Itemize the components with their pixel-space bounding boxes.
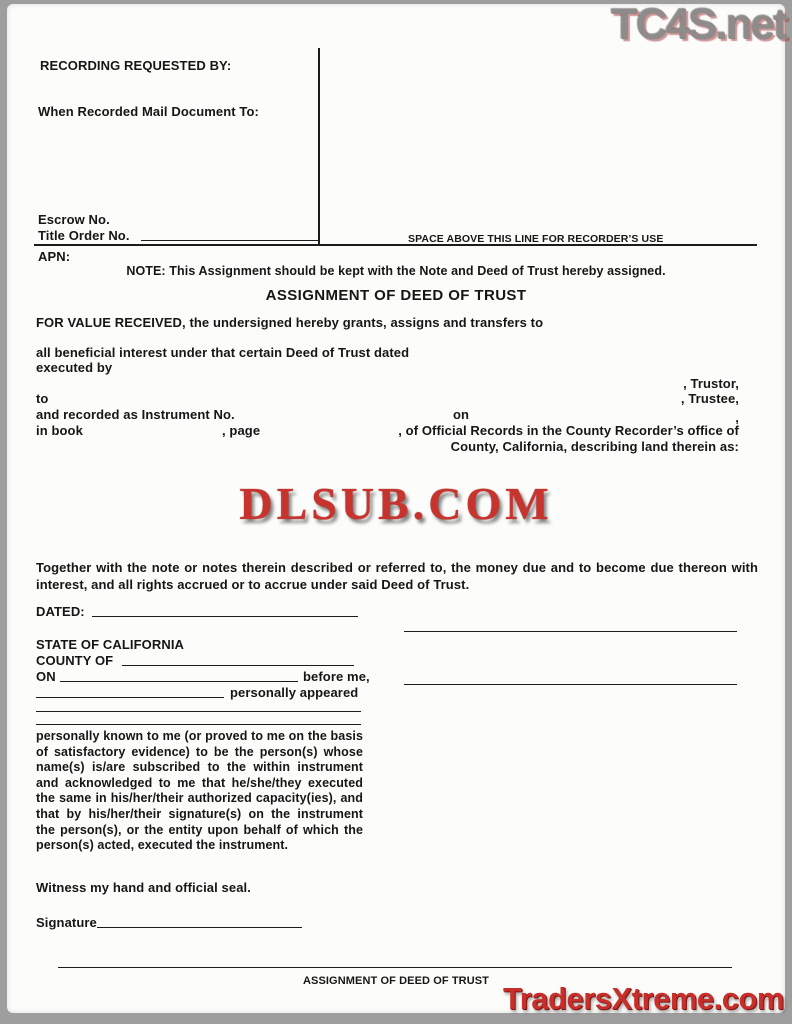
on-label: on <box>453 407 470 422</box>
document-title: ASSIGNMENT OF DEED OF TRUST <box>265 287 527 304</box>
trustor-label: , Trustor, <box>683 376 739 391</box>
trustee-label: , Trustee, <box>680 391 739 406</box>
title-order-no-label: Title Order No. <box>38 228 130 243</box>
acknowledgment-separator-line <box>36 724 361 725</box>
recorder-divider-horizontal-line <box>34 244 757 246</box>
in-book-label: in book <box>36 423 83 438</box>
to-label: to <box>36 391 49 406</box>
tc4s-watermark: TC4S.net <box>611 0 786 49</box>
recorders-use-caption: SPACE ABOVE THIS LINE FOR RECORDER’S USE <box>408 233 664 245</box>
county-california-line: County, California, describing land therein as: <box>450 439 739 454</box>
executed-by-label: executed by <box>36 360 113 375</box>
notary-name-fill-line <box>36 697 224 698</box>
footer-rule <box>58 967 732 968</box>
acknowledgment-paragraph: personally known to me (or proved to me on the basis of satisfactory evidence) to be the person(s) whose name(s) is/are subscribed to the within instrument and acknowledged to me that he/she/they executed the same in his/her/their authorized capacity(ies), and that by his/her/their signature(s) on the instrument the person(s), or the entity upon behalf of which the person(s) acted, executed the instrument. <box>36 729 363 853</box>
apn-label: APN: <box>38 249 71 264</box>
on-date-fill-line <box>60 681 298 682</box>
personally-appeared-label: personally appeared <box>230 685 359 700</box>
on-date-label: ON <box>36 669 56 684</box>
recording-requested-by-label: RECORDING REQUESTED BY: <box>40 58 232 73</box>
county-of-fill-line <box>122 665 354 666</box>
dated-fill-line <box>92 616 358 617</box>
keep-with-note-notice: NOTE: This Assignment should be kept with the Note and Deed of Trust hereby assigned. <box>126 264 666 278</box>
together-with-note-paragraph: Together with the note or notes therein described or referred to, the money due and to become due thereon with interest, and all rights accrued or to accrue under said Deed of Trust. <box>36 560 758 592</box>
recorder-divider-vertical-line <box>318 48 320 246</box>
tradersxtreme-watermark: TradersXtreme.com <box>503 981 784 1016</box>
dated-label: DATED: <box>36 604 85 619</box>
escrow-no-label: Escrow No. <box>38 212 110 227</box>
beneficial-interest-line: all beneficial interest under that certain Deed of Trust dated <box>36 345 410 360</box>
assignor-signature-line-1 <box>404 631 737 632</box>
trailing-comma: , <box>735 410 739 425</box>
official-records-line: , of Official Records in the County Recorder’s office of <box>398 423 739 438</box>
footer-document-title: ASSIGNMENT OF DEED OF TRUST <box>302 975 490 987</box>
dlsub-watermark: DLSUB.COM <box>239 478 553 529</box>
recorded-as-instrument-label: and recorded as Instrument No. <box>36 407 235 422</box>
witness-hand-seal-line: Witness my hand and official seal. <box>36 880 251 895</box>
page-label: , page <box>222 423 261 438</box>
title-order-fill-line <box>141 240 318 241</box>
state-of-california-label: STATE OF CALIFORNIA <box>36 637 185 652</box>
for-value-received-line: FOR VALUE RECEIVED, the undersigned hereby grants, assigns and transfers to <box>36 315 544 330</box>
appearer-name-fill-line <box>36 711 361 712</box>
signature-label: Signature <box>36 915 97 930</box>
assignor-signature-line-2 <box>404 684 737 685</box>
county-of-label: COUNTY OF <box>36 653 114 668</box>
notary-signature-fill-line <box>97 927 302 928</box>
mail-document-to-label: When Recorded Mail Document To: <box>38 104 259 119</box>
before-me-label: before me, <box>303 669 370 684</box>
